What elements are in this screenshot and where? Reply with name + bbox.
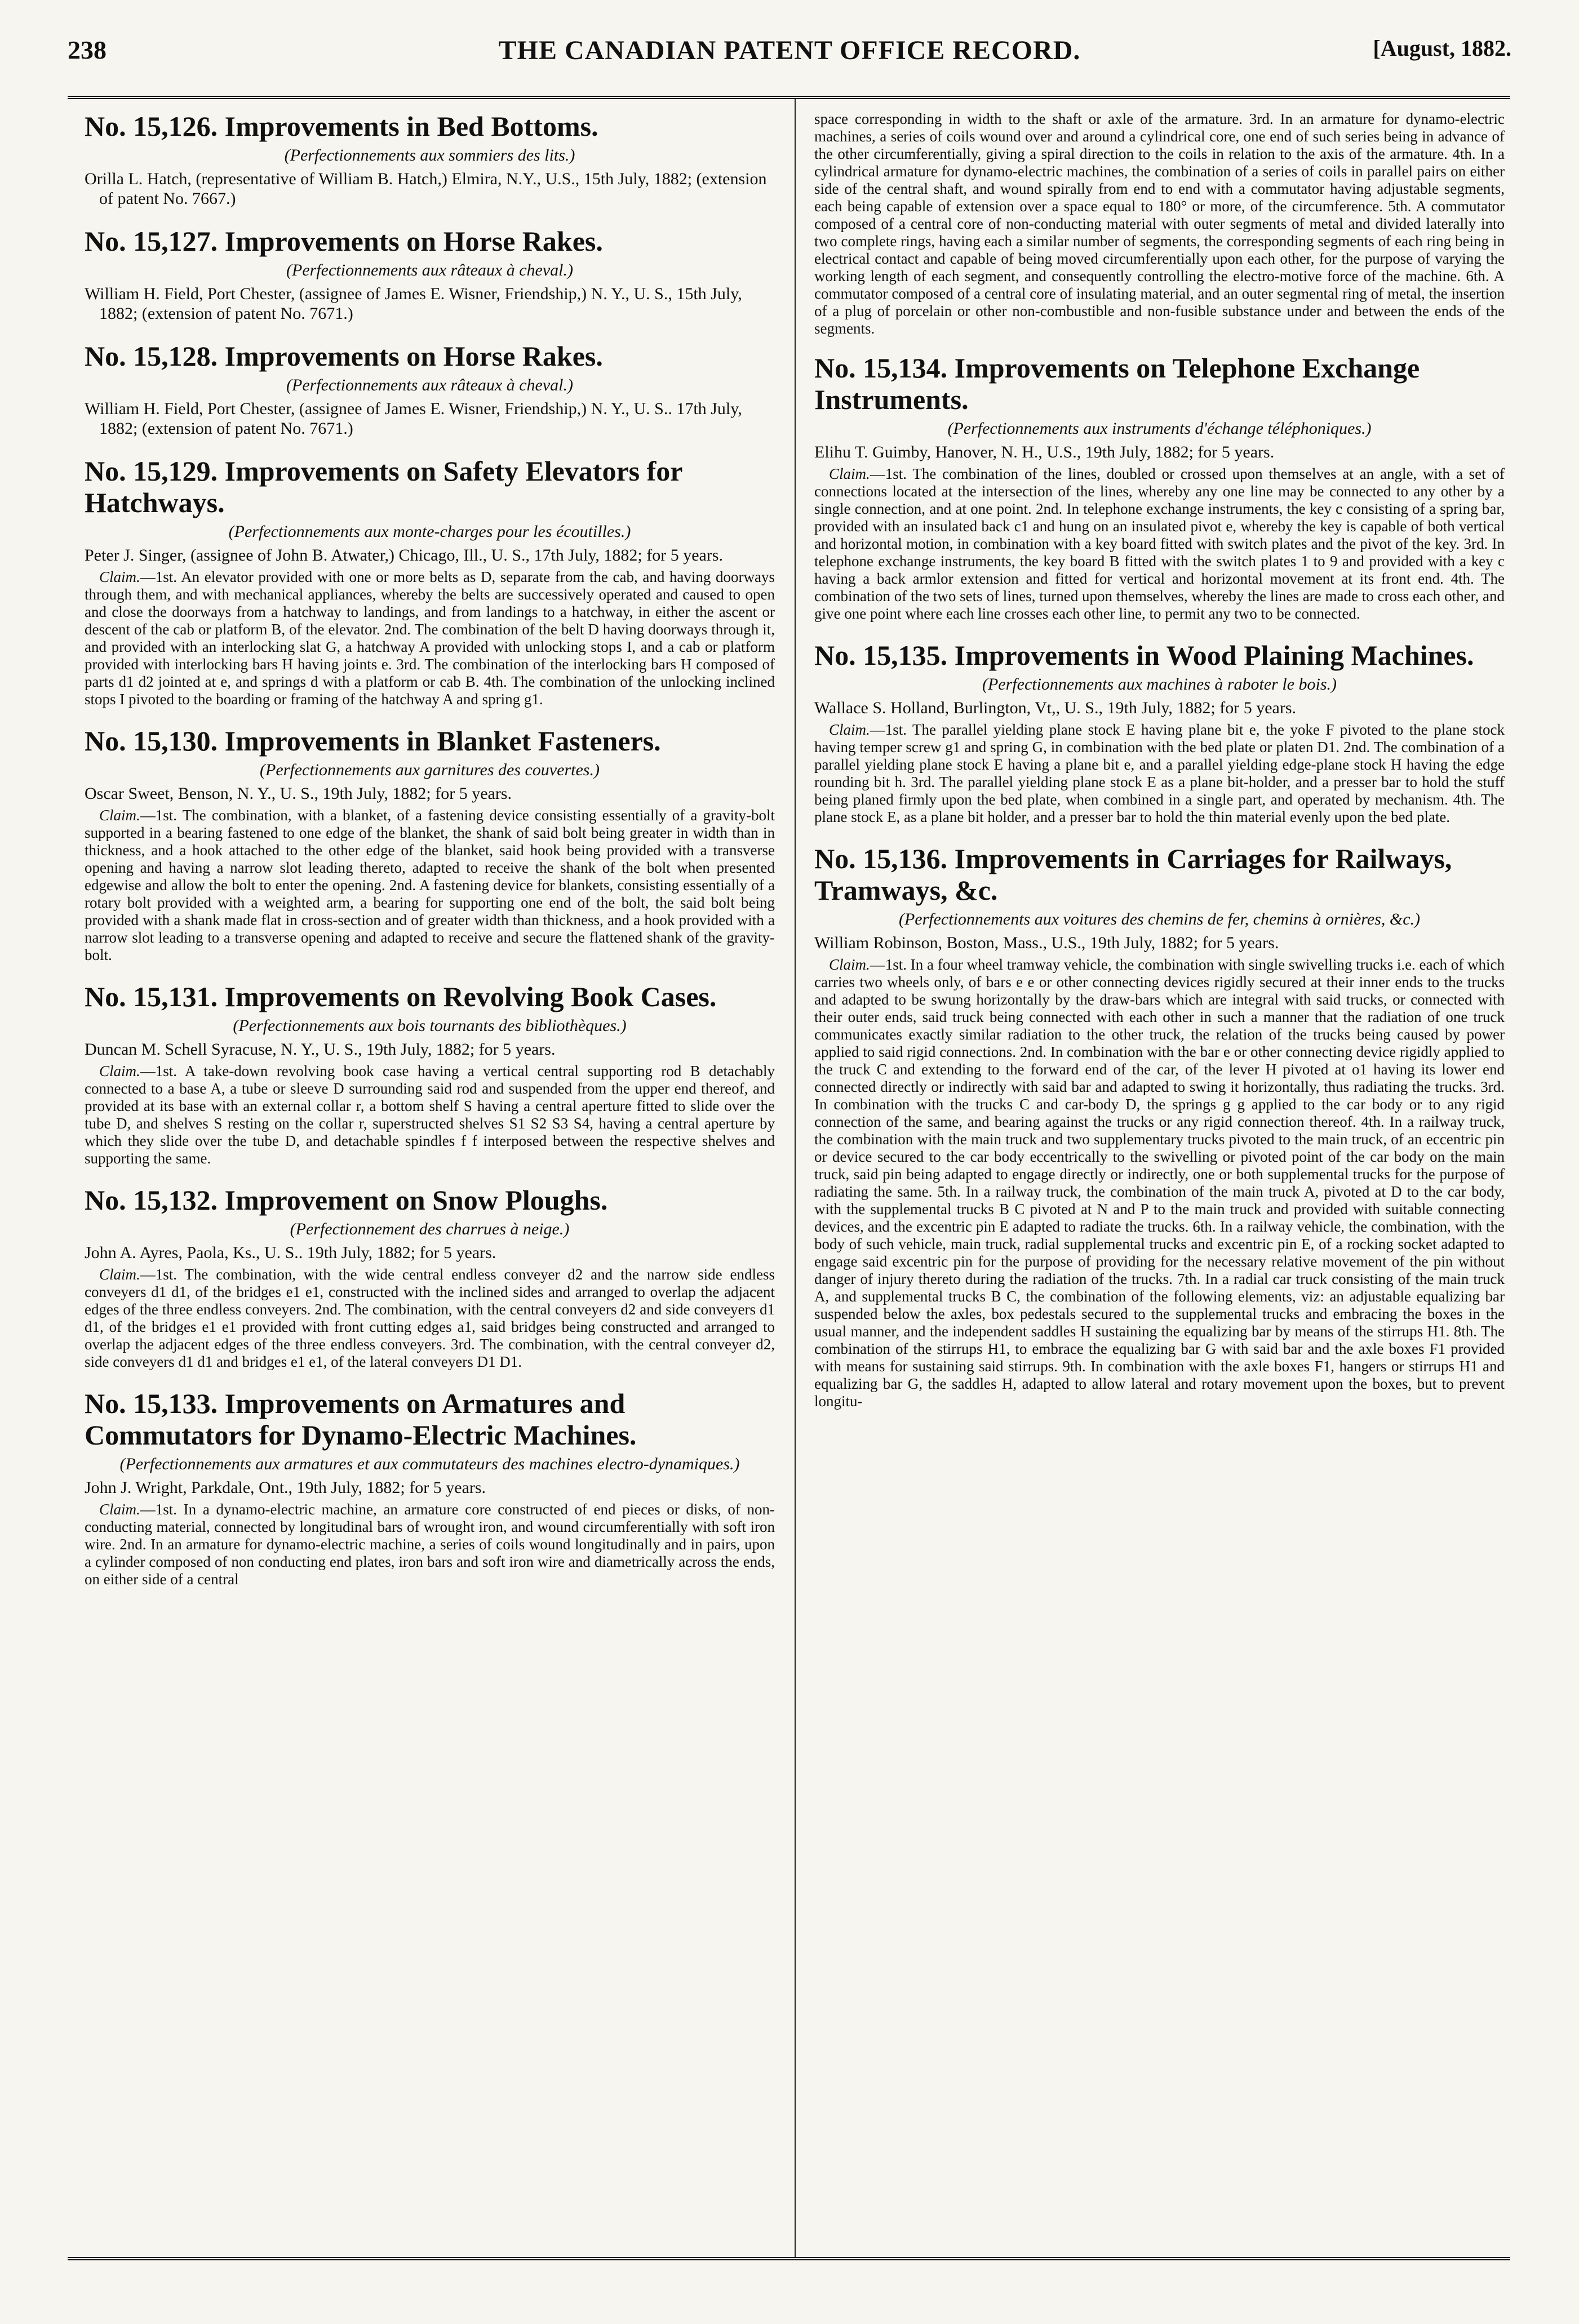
- claim-label: Claim.: [99, 807, 140, 824]
- patent-entry-15136: [814, 843, 1505, 1410]
- inventor-line: William Robinson, Boston, Mass., U.S., 19th July, 1882; for 5 years.: [814, 934, 1279, 952]
- publication-title: THE CANADIAN PATENT OFFICE RECORD.: [498, 35, 1081, 65]
- patent-heading: No. 15,128. Improvements on Horse Rakes.: [85, 340, 603, 372]
- patent-heading: No. 15,132. Improvement on Snow Ploughs.: [85, 1184, 608, 1216]
- french-title: (Perfectionnements aux machines à raboter le bois.): [982, 675, 1337, 694]
- inventor-line: John J. Wright, Parkdale, Ont., 19th July, 1882; for 5 years.: [85, 1478, 486, 1497]
- patent-heading: No. 15,136. Improvements in Carriages for Railways, Tramways, &c.: [814, 843, 1452, 906]
- inventor-line: Duncan M. Schell Syracuse, N. Y., U. S., 19th July, 1882; for 5 years.: [85, 1040, 556, 1059]
- french-title: (Perfectionnement des charrues à neige.): [290, 1220, 570, 1238]
- page-number: 238: [68, 35, 107, 64]
- patent-heading: No. 15,135. Improvements in Wood Plaining Machines.: [814, 639, 1474, 671]
- patent-heading: No. 15,126. Improvements in Bed Bottoms.: [85, 110, 598, 142]
- claim-text: [814, 721, 1505, 826]
- claim-body: —1st. An elevator provided with one or more belts as D, separate from the cab, and having doorways through them, and with mechanical appliances, whereby the belts are successively operated and caused to open and close the doorways from a hatchway to landings, and from landings to a hatchway, in either the ascent or descent of the cab or platform B, of the elevator. 2nd. The combination of the belt D having doorways through it, and provided with an interlocking slat G, a hatchway A provided with unlocking stops I, and a cab or platform provided with interlocking bars H having joints e. 3rd. The combination of the interlocking bars H composed of parts d1 d2 jointed at e, and springs d with a platform or cab B. 4th. The combination of the unlocking inclined stops I pivoted to the boarding or framing of the hatchway A and spring g1.: [85, 568, 775, 708]
- patent-entry-15128: [85, 340, 775, 438]
- claim-text: [814, 956, 1505, 1410]
- patent-heading: No. 15,131. Improvements on Revolving Book Cases.: [85, 981, 717, 1012]
- claim-body: —1st. The combination, with the wide central endless conveyer d2 and the narrow side endless conveyers d1 d1, of the bridges e1 e1, constructed with the inclined sides and arranged to overlap the adjacent edges of the three endless conveyers. 2nd. The combination, with the central conveyers d2 and side conveyers d1 d1, of the bridges e1 e1 provided with front cutting edges a1, said bridges being constructed and arranged to overlap the adjacent edges of the three endless conveyers. 3rd. The combination, with the central conveyer d2, side conveyers d1 d1 and bridges e1 e1, of the lateral conveyers D1 D1.: [85, 1266, 775, 1370]
- claim-text: [85, 807, 775, 964]
- page-header: [68, 35, 1511, 80]
- french-title: (Perfectionnements aux monte-charges pour les écoutilles.): [228, 522, 631, 541]
- left-column: [85, 110, 775, 2246]
- claim-label: Claim.: [829, 465, 870, 482]
- french-title: (Perfectionnements aux instruments d'échange téléphoniques.): [947, 419, 1372, 438]
- patent-heading: No. 15,127. Improvements on Horse Rakes.: [85, 225, 603, 257]
- claim-label: Claim.: [829, 956, 870, 973]
- claim-label: Claim.: [99, 1501, 140, 1518]
- claim-body: —1st. A take-down revolving book case having a vertical central supporting rod B detachably connected to a base A, a tube or sleeve D surrounding said rod and suspended from the upper end thereof, and provided at its base with an external collar r, a bottom shelf S having a central aperture fitted to slide over the tube D, and shelves S resting on the collar r, superstructed shelves S1 S2 S3 S4, having a central aperture by which they slide over the tube D, and detachable spindles f f interposed between the respective shelves and supporting the same.: [85, 1063, 775, 1167]
- french-title: (Perfectionnements aux bois tournants des bibliothèques.): [233, 1016, 627, 1035]
- issue-date: [August, 1882.: [1373, 35, 1511, 61]
- claim-text: [814, 465, 1505, 623]
- claim-body: —1st. The combination, with a blanket, of a fastening device consisting essentially of a gravity-bolt supported in a bearing fastened to one edge of the blanket, the shank of said bolt being greater in width than in thickness, and a hook attached to the other edge of the blanket, said hook being provided with a transverse opening and having a narrow slot leading thereto, adapted to receive the shank of the bolt when presented edgewise and allow the bolt to enter the opening. 2nd. A fastening device for blankets, consisting essentially of a rotary bolt provided with a weighted arm, a bearing for supporting one end of the bolt, the said bolt being provided with a shank made flat in cross-section and of greater width than thickness, and a hook provided with a narrow slot leading to a transverse opening and adapted to receive and secure the flattened shank of the gravity-bolt.: [85, 807, 775, 963]
- continued-claim-text: space corresponding in width to the shaft or axle of the armature. 3rd. In an armature for dynamo-electric machines, a series of coils wound over and around a cylindrical core, one end of such series being in advance of the other circumferentially, giving a spiral direction to the coils in relation to the axis of the armature. 4th. In a cylindrical armature for dynamo-electric machines, the combination of a series of coils in parallel pairs on either side of the central shaft, and wound spirally from end to end with a commutator having adjustable segments, each being capable of extension over a space equal to 180° or more, of the circumference. 5th. A commutator composed of a central core of non-conducting material with outer segments of metal and divided laterally into two complete rings, having each a similar number of segments, the corresponding segments of each ring being in electrical contact and capable of being moved circumferentially upon each other, for the purpose of varying the working length of each segment, and consequently controlling the electro-motive force of the machine. 6th. A commutator composed of a central core of insulating material, and an outer segmental ring of metal, the insertion of a plug of porcelain or other non-combustible and non-fusible substance under and between the ends of the segments.: [814, 110, 1505, 337]
- patent-entry-15129: [85, 455, 775, 708]
- claim-text: [85, 1501, 775, 1588]
- patent-entry-15132: [85, 1184, 775, 1371]
- inventor-line: Orilla L. Hatch, (representative of William B. Hatch,) Elmira, N.Y., U.S., 15th July, 1882; (extension of patent No. 7667.): [85, 170, 767, 208]
- inventor-line: John A. Ayres, Paola, Ks., U. S.. 19th July, 1882; for 5 years.: [85, 1243, 496, 1262]
- french-title: (Perfectionnements aux garnitures des couvertes.): [260, 761, 600, 779]
- claim-body: —1st. The parallel yielding plane stock E having plane bit e, the yoke F pivoted to the plane stock having temper screw g1 and spring G, in combination with the bed plate or platen D1. 2nd. The combination of a parallel yielding plane stock E having a plane bit e, and a parallel yielding edge-plane stock H having the edge rounding bit h. 3rd. The parallel yielding plane stock E as a plane bit-holder, and a presser bar to hold the stuff being planed firmly upon the bed plate, when combined in a single part, and operated by mechanism. 4th. The plane stock E, as a plane bit holder, and a presser bar to hold the thin material evenly upon the bed plate.: [814, 721, 1505, 825]
- claim-body: —1st. In a four wheel tramway vehicle, the combination with single swivelling trucks i.e. each of which carries two wheels only, of bars e e or other connecting devices rigidly secured at their inner ends to the trucks and adapted to be swung horizontally by the draw-bars which are integral with said trucks, or connected with their outer ends, said truck being connected with each other in such a manner that the radiation of one truck communicates exactly similar radiation to the other truck, the relation of the trucks being caused by power applied to said rigid connections. 2nd. In combination with the bar e or other connecting device rigidly applied to the truck C and extending to the forward end of the car, of the lever H pivoted at o1 having its lower end connected directly or indirectly with said bar and adapted to swing it horizontally, thus radiating the trucks. 3rd. In combination with the trucks C and car-body D, the springs g g applied to the car body or to any rigid connection of the same, and bearing against the trucks or any rigid connection thereof. 4th. In a railway truck, the combination with the main truck and two supplementary trucks pivoted to the main truck, of an eccentric pin or device secured to the car body eccentrically to the swivelling or pivoted point of the car body on the main truck, said pin being adapted to engage directly or indirectly, one or both supplemental trucks for the purpose of radiating the same. 5th. In a railway truck, the combination of the main truck A, pivoted at D to the car body, with the supplemental trucks B C pivoted at N and P to the main truck and provided with suitable connecting devices, and the excentric pin E adapted to radiate the trucks. 6th. In a railway vehicle, the combination, with the body of such vehicle, main truck, radial supplemental trucks and excentric pin E, of a rocking socket adapted to engage said excentric pin for the purpose of providing for the necessary relative movement of the pin without danger of injury thereto during the radiation of the trucks. 7th. In a radial car truck consisting of the main truck A, and supplemental trucks B C, the combination of the following elements, viz: an adjustable equalizing bar suspended below the axles, box pedestals secured to the supplemental trucks and embracing the boxes in the usual manner, and the independent saddles H sustaining the equalizing bar by means of the stirrups H1. 8th. The combination of the stirrups H1, to embrace the equalizing bar G with said bar and the axle boxes F1 provided with means for sustaining said stirrups. 9th. In combination with the axle boxes F1, hangers or stirrups H1 and equalizing bar G, the saddles H, adapted to allow lateral and rotary movement upon the boxes, but to prevent longitu-: [814, 956, 1505, 1410]
- inventor-line: Peter J. Singer, (assignee of John B. Atwater,) Chicago, Ill., U. S., 17th July, 1882; for 5 years.: [85, 546, 723, 565]
- claim-label: Claim.: [99, 568, 140, 585]
- french-title: (Perfectionnements aux sommiers des lits.): [284, 146, 575, 165]
- patent-entry-15135: [814, 639, 1505, 826]
- patent-entry-15126: [85, 110, 775, 208]
- french-title: (Perfectionnements aux armatures et aux commutateurs des machines electro-dynamiques.): [119, 1455, 740, 1473]
- french-title: (Perfectionnements aux râteaux à cheval.): [286, 261, 573, 279]
- page-frame: [68, 96, 1510, 2260]
- inventor-line: William H. Field, Port Chester, (assignee of James E. Wisner, Friendship,) N. Y., U. S., 15th July, 1882; (extension of patent No. 7671.): [85, 285, 742, 323]
- patent-entry-15134: [814, 352, 1505, 623]
- inventor-line: William H. Field, Port Chester, (assignee of James E. Wisner, Friendship,) N. Y., U. S.. 17th July, 1882; (extension of patent No. 7671.): [85, 399, 742, 438]
- patent-heading: No. 15,133. Improvements on Armatures and Commutators for Dynamo-Electric Machines.: [85, 1388, 637, 1451]
- claim-text: [85, 1063, 775, 1167]
- patent-heading: No. 15,129. Improvements on Safety Elevators for Hatchways.: [85, 455, 682, 518]
- right-column: [814, 110, 1505, 2246]
- patent-entry-15133: [85, 1388, 775, 1588]
- claim-label: Claim.: [99, 1266, 140, 1283]
- claim-label: Claim.: [99, 1063, 140, 1079]
- inventor-line: Oscar Sweet, Benson, N. Y., U. S., 19th July, 1882; for 5 years.: [85, 784, 512, 803]
- claim-body: —1st. In a dynamo-electric machine, an armature core constructed of end pieces or disks, of non-conducting material, connected by longitudinal bars of wrought iron, and wound circumferentially with soft iron wire. 2nd. In an armature for dynamo-electric machine, a series of coils wound longitudinally and in pairs, upon a cylinder composed of non conducting end plates, iron bars and soft iron wire and diametrically across the ends, on either side of a central: [85, 1501, 775, 1588]
- inventor-line: Wallace S. Holland, Burlington, Vt,, U. S., 19th July, 1882; for 5 years.: [814, 699, 1296, 717]
- inventor-line: Elihu T. Guimby, Hanover, N. H., U.S., 19th July, 1882; for 5 years.: [814, 443, 1275, 461]
- patent-heading: No. 15,134. Improvements on Telephone Exchange Instruments.: [814, 352, 1420, 415]
- french-title: (Perfectionnements aux voitures des chemins de fer, chemins à ornières, &c.): [898, 910, 1421, 928]
- column-divider: [795, 99, 796, 2257]
- claim-text: [85, 1266, 775, 1371]
- patent-entry-15131: [85, 981, 775, 1167]
- patent-entry-15127: [85, 225, 775, 323]
- patent-heading: No. 15,130. Improvements in Blanket Fasteners.: [85, 725, 661, 757]
- claim-label: Claim.: [829, 721, 870, 738]
- claim-text: [85, 568, 775, 708]
- french-title: (Perfectionnements aux râteaux à cheval.): [286, 376, 573, 394]
- claim-body: —1st. The combination of the lines, doubled or crossed upon themselves at an angle, with a set of connections located at the intersection of the lines, whereby any one line may be connected to any other by a single connection, and at one point. 2nd. In telephone exchange instruments, the key c consisting of a spring bar, provided with an insulated back c1 and hung on an insulated pivot e, whereby the key is capable of both vertical and horizontal motion, in combination with a key board fitted with switch plates and the pivot of the key. 3rd. In telephone exchange instruments, the key board B fitted with the switch plates 1 to 9 and provided with a key c having a back armlor extension and fitted for vertical and horizontal movement at its front end. 4th. The combination of the two sets of lines, turned upon themselves, whereby the lines are made to cross each other, and give one point where each line crosses each other line, to permit any two to be connected.: [814, 465, 1505, 622]
- patent-entry-15130: [85, 725, 775, 964]
